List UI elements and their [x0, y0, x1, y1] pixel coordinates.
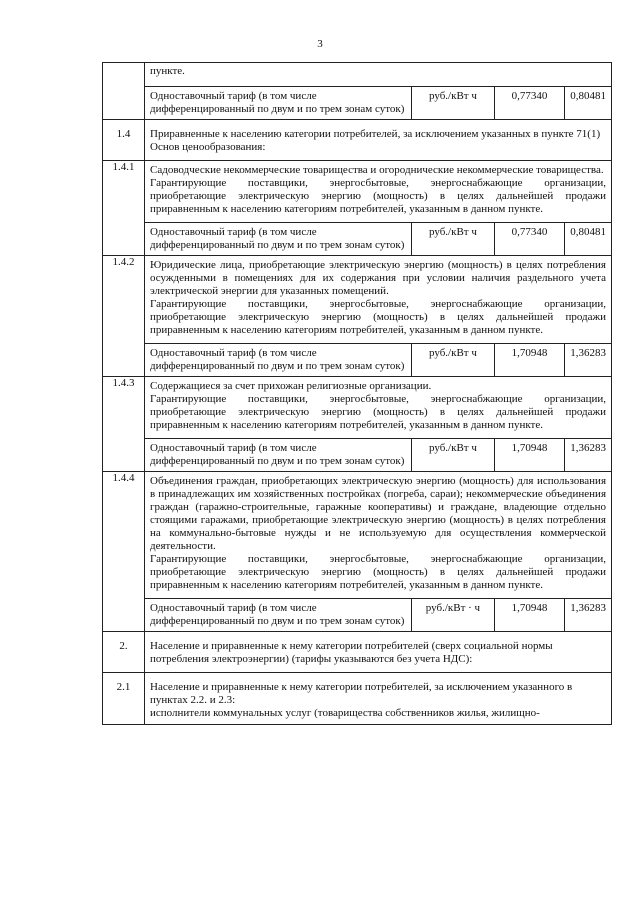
table-row: [103, 673, 612, 725]
row-number: 1.4: [103, 120, 145, 161]
table-row: [103, 256, 612, 377]
rate-unit: руб./кВт ч: [411, 223, 494, 255]
rate-value-2: 0,80481: [564, 223, 611, 255]
table-row: [103, 120, 612, 161]
section-text: Гарантирующие поставщики, энергосбытовые, энергоснабжающие организации, приобретающие электрическую энергию (мощность) в целях дальнейшей продажи приравненным к населению категориям потребителей, указанным в данном пункте.: [150, 393, 606, 431]
rate-row: [145, 343, 611, 376]
rate-value-1: 1,70948: [494, 344, 565, 376]
section-text: Гарантирующие поставщики, энергосбытовые, энергоснабжающие организации, приобретающие электрическую энергию (мощность) в целях дальнейшей продажи приравненным к населению категориям потребителей, указанным в данном пункте.: [150, 298, 606, 336]
section-text: Гарантирующие поставщики, энергосбытовые, энергоснабжающие организации, приобретающие электрическую энергию (мощность) в целях дальнейшей продажи приравненным к населению категориям потребителей, указанным в данном пункте.: [150, 177, 606, 215]
rate-row: [145, 598, 611, 631]
table-row: [103, 161, 612, 256]
rate-value-2: 1,36283: [564, 344, 611, 376]
section-text: Гарантирующие поставщики, энергосбытовые, энергоснабжающие организации, приобретающие электрическую энергию (мощность) в целях дальнейшей продажи приравненным к населению категориям потребителей, указанным в данном пункте.: [150, 553, 606, 591]
rate-description: Одноставочный тариф (в том числе дифференцированный по двум и по трем зонам суток): [150, 90, 405, 115]
rate-unit: руб./кВт ч: [411, 439, 494, 471]
section-text: Юридические лица, приобретающие электрическую энергию (мощность) в целях потребления осужденными в помещениях для их содержания при условии наличия раздельного учета электрической энергии для указанных помещений.: [150, 259, 606, 297]
row-number: 2.: [103, 632, 145, 673]
rate-description: Одноставочный тариф (в том числе дифференцированный по двум и по трем зонам суток): [150, 347, 405, 372]
table-row: [103, 63, 612, 120]
page-number: 3: [317, 38, 323, 50]
section-text: Население и приравненные к нему категории потребителей, за исключением указанного в пунктах 2.2. и 2.3:: [150, 681, 573, 706]
table-row: [103, 472, 612, 632]
rate-value-2: 0,80481: [564, 87, 611, 119]
section-text: Садоводческие некоммерческие товарищества и огороднические некоммерческие товарищества.: [150, 164, 604, 176]
rate-description: Одноставочный тариф (в том числе дифференцированный по двум и по трем зонам суток): [150, 602, 405, 627]
row-number: 1.4.2: [103, 256, 145, 377]
rate-value-2: 1,36283: [564, 439, 611, 471]
rate-description: Одноставочный тариф (в том числе дифференцированный по двум и по трем зонам суток): [150, 442, 405, 467]
continuation-text: пункте.: [150, 65, 185, 77]
table-row: [103, 632, 612, 673]
tariff-table: [102, 62, 612, 725]
section-text: исполнители коммунальных услуг (товарищества собственников жилья, жилищно-: [150, 707, 540, 719]
rate-row: [145, 86, 611, 119]
section-text: Население и приравненные к нему категории потребителей (сверх социальной нормы потребления электроэнергии) (тарифы указываются без учета НДС):: [150, 640, 553, 665]
rate-value-1: 1,70948: [494, 439, 565, 471]
rate-unit: руб./кВт · ч: [411, 599, 494, 631]
rate-value-1: 0,77340: [494, 87, 565, 119]
section-text: Содержащиеся за счет прихожан религиозные организации.: [150, 380, 432, 392]
section-text: Объединения граждан, приобретающих электрическую энергию (мощность) для использования в принадлежащих им хозяйственных постройках (погреба, сараи); некоммерческие объединения граждан (гаражно-строительные, гаражные кооперативы) и граждане, владеющие отдельно стоящими гаражами, приобретающие электрическую энергию (мощность) в целях потребления на коммунально-бытовые нужды и не используемую для осуществления коммерческой деятельности.: [150, 475, 606, 552]
rate-unit: руб./кВт ч: [411, 87, 494, 119]
rate-value-1: 1,70948: [494, 599, 565, 631]
rate-description: Одноставочный тариф (в том числе дифференцированный по двум и по трем зонам суток): [150, 226, 405, 251]
row-number: 1.4.3: [103, 377, 145, 472]
row-number: 1.4.1: [103, 161, 145, 256]
rate-value-2: 1,36283: [564, 599, 611, 631]
row-number: 2.1: [103, 673, 145, 725]
rate-row: [145, 222, 611, 255]
rate-unit: руб./кВт ч: [411, 344, 494, 376]
rate-value-1: 0,77340: [494, 223, 565, 255]
section-text: Приравненные к населению категории потребителей, за исключением указанных в пункте 71(1) Основ ценообразования:: [150, 128, 601, 153]
rate-row: [145, 438, 611, 471]
row-number-cell: [103, 63, 145, 120]
table-row: [103, 377, 612, 472]
row-number: 1.4.4: [103, 472, 145, 632]
